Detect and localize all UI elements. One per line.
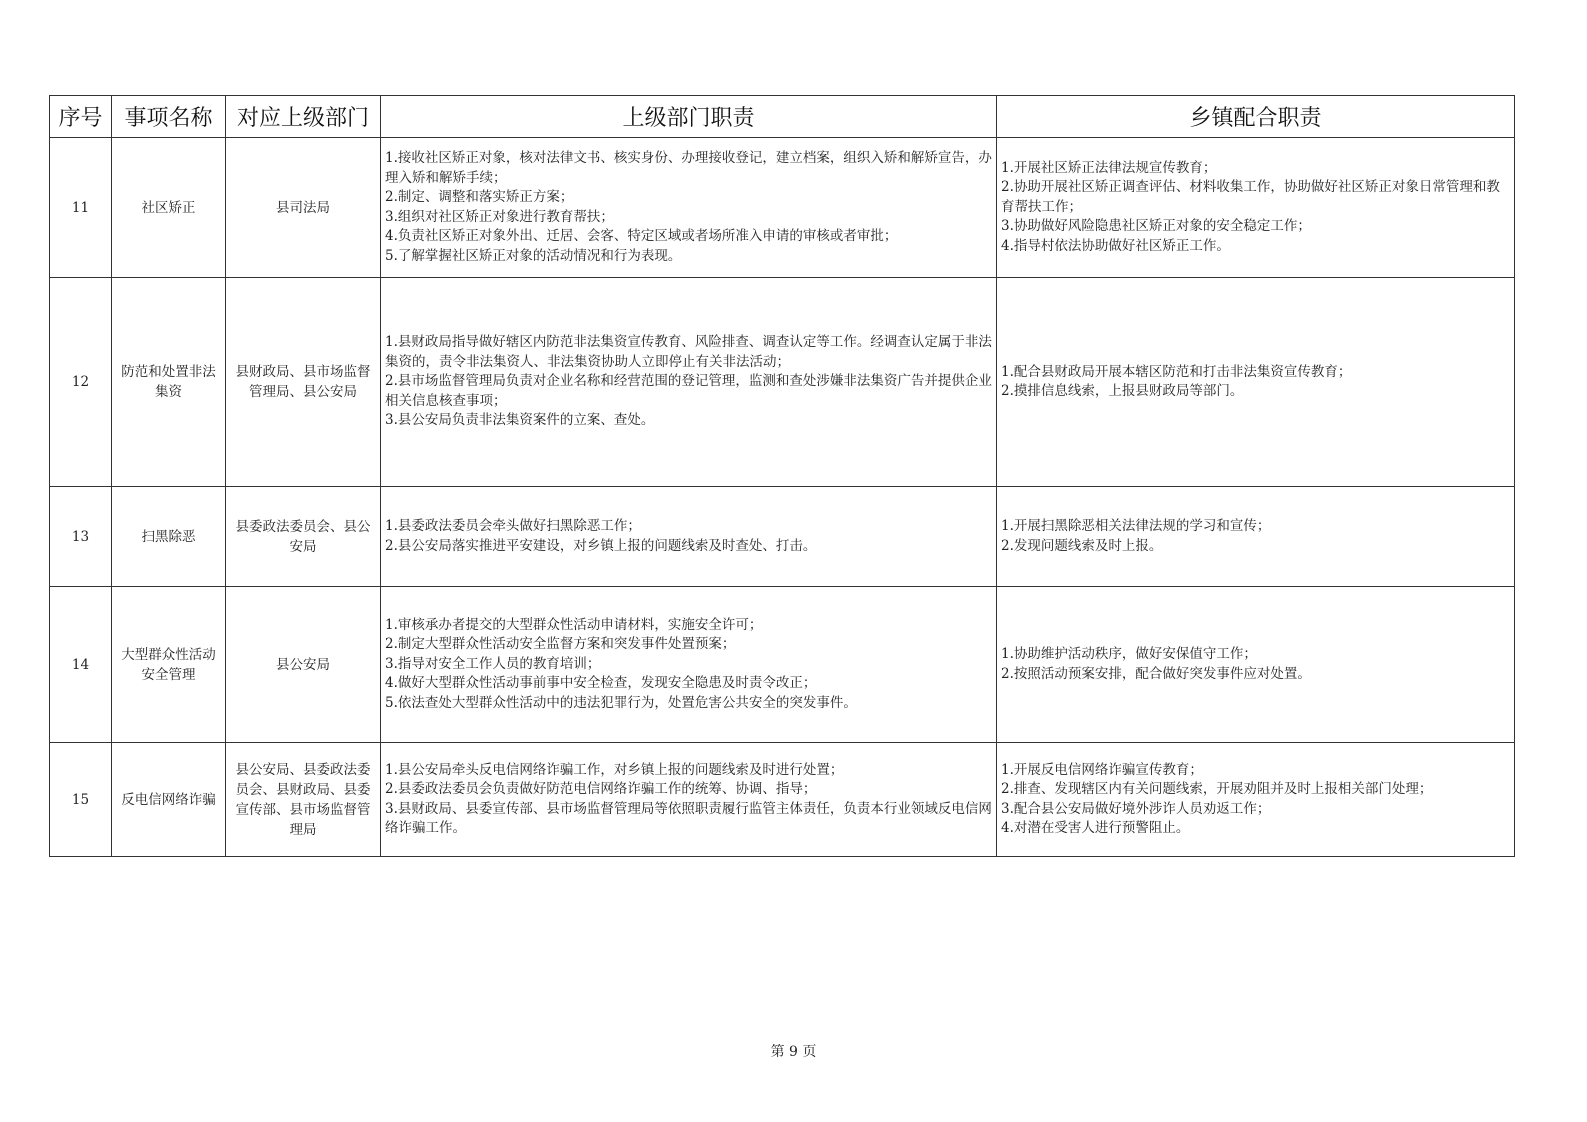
- duty-line: 2.协助开展社区矫正调查评估、材料收集工作，协助做好社区矫正对象日常管理和教育帮扶工作；: [1001, 179, 1500, 215]
- row-department: 县司法局: [226, 138, 381, 278]
- duty-line: 5.了解掌握社区矫正对象的活动情况和行为表现。: [385, 247, 682, 264]
- row-department: 县公安局: [226, 587, 381, 743]
- duty-line: 3.配合县公安局做好境外涉诈人员劝返工作；: [1001, 800, 1271, 817]
- duty-line: 1.县公安局牵头反电信网络诈骗工作，对乡镇上报的问题线索及时进行处置；: [385, 761, 844, 778]
- row-item-name: 大型群众性活动安全管理: [112, 587, 226, 743]
- header-township-duty: 乡镇配合职责: [997, 96, 1515, 138]
- duty-line: 1.配合县财政局开展本辖区防范和打击非法集资宣传教育；: [1001, 363, 1352, 380]
- duty-line: 1.县财政局指导做好辖区内防范非法集资宣传教育、风险排查、调查认定等工作。经调查认定属于非法集资的，责令非法集资人、非法集资协助人立即停止有关非法活动；: [385, 334, 992, 370]
- duty-line: 1.接收社区矫正对象，核对法律文书、核实身份、办理接收登记，建立档案，组织入矫和解矫宣告，办理入矫和解矫手续；: [385, 150, 992, 186]
- table-body: [50, 138, 1515, 857]
- header-department: 对应上级部门: [226, 96, 381, 138]
- duty-line: 4.负责社区矫正对象外出、迁居、会客、特定区域或者场所准入申请的审核或者审批；: [385, 228, 898, 244]
- duty-line: 1.协助维护活动秩序，做好安保值守工作；: [1001, 646, 1257, 662]
- duty-line: 1.开展扫黑除恶相关法律法规的学习和宣传；: [1001, 518, 1271, 534]
- duty-line: 4.做好大型群众性活动事前事中安全检查，发现安全隐患及时责令改正；: [385, 675, 817, 692]
- duty-line: 3.县公安局负责非法集资案件的立案、查处。: [385, 412, 655, 429]
- row-index: 12: [50, 278, 112, 487]
- row-item-name: 社区矫正: [112, 138, 226, 278]
- row-township-duty: [997, 138, 1515, 278]
- duty-line: 3.指导对安全工作人员的教育培训；: [385, 655, 601, 672]
- duty-line: 2.摸排信息线索，上报县财政局等部门。: [1001, 383, 1244, 399]
- row-department: 县财政局、县市场监督管理局、县公安局: [226, 278, 381, 487]
- row-department-duty: [381, 487, 997, 587]
- duty-line: 1.开展社区矫正法律法规宣传教育；: [1001, 159, 1217, 176]
- table-row: [50, 487, 1515, 587]
- row-township-duty: [997, 743, 1515, 857]
- duty-line: 2.县市场监督管理局负责对企业名称和经营范围的登记管理，监测和查处涉嫌非法集资广告并提供企业相关信息核查事项；: [385, 373, 992, 409]
- table-header: [50, 96, 1515, 138]
- duty-line: 4.指导村依法协助做好社区矫正工作。: [1001, 237, 1230, 254]
- responsibility-table: [49, 95, 1515, 857]
- duty-line: 2.排查、发现辖区内有关问题线索，开展劝阻并及时上报相关部门处理；: [1001, 781, 1433, 797]
- table-row: [50, 278, 1515, 487]
- header-department-duty: 上级部门职责: [381, 96, 997, 138]
- duty-line: 2.发现问题线索及时上报。: [1001, 537, 1163, 554]
- table-row: [50, 587, 1515, 743]
- table-row: [50, 743, 1515, 857]
- duty-line: 1.审核承办者提交的大型群众性活动申请材料，实施安全许可；: [385, 616, 763, 633]
- row-index: 14: [50, 587, 112, 743]
- row-item-name: 防范和处置非法集资: [112, 278, 226, 487]
- duty-line: 3.县财政局、县委宣传部、县市场监督管理局等依照职责履行监管主体责任，负责本行业领域反电信网络诈骗工作。: [385, 800, 992, 836]
- row-township-duty: [997, 587, 1515, 743]
- header-index: 序号: [50, 96, 112, 138]
- row-department-duty: [381, 138, 997, 278]
- duty-line: 2.制定、调整和落实矫正方案；: [385, 189, 574, 205]
- duty-line: 2.县公安局落实推进平安建设，对乡镇上报的问题线索及时查处、打击。: [385, 537, 817, 554]
- header-row: [50, 96, 1515, 138]
- row-item-name: 扫黑除恶: [112, 487, 226, 587]
- page-number: 第 9 页: [770, 1044, 817, 1060]
- row-index: 15: [50, 743, 112, 857]
- duty-line: 3.组织对社区矫正对象进行教育帮扶；: [385, 208, 614, 225]
- row-department: 县公安局、县委政法委员会、县财政局、县委宣传部、县市场监督管理局: [226, 743, 381, 857]
- row-department-duty: [381, 278, 997, 487]
- row-index: 13: [50, 487, 112, 587]
- duty-line: 2.县委政法委员会负责做好防范电信网络诈骗工作的统筹、协调、指导；: [385, 781, 817, 797]
- duty-line: 1.县委政法委员会牵头做好扫黑除恶工作；: [385, 518, 641, 534]
- row-department-duty: [381, 587, 997, 743]
- duty-line: 2.制定大型群众性活动安全监督方案和突发事件处置预案；: [385, 636, 736, 653]
- duty-line: 2.按照活动预案安排，配合做好突发事件应对处置。: [1001, 665, 1311, 682]
- row-department-duty: [381, 743, 997, 857]
- row-department: 县委政法委员会、县公安局: [226, 487, 381, 587]
- table-row: [50, 138, 1515, 278]
- row-item-name: 反电信网络诈骗: [112, 743, 226, 857]
- duty-line: 1.开展反电信网络诈骗宣传教育；: [1001, 761, 1203, 778]
- row-index: 11: [50, 138, 112, 278]
- row-township-duty: [997, 278, 1515, 487]
- duty-line: 5.依法查处大型群众性活动中的违法犯罪行为，处置危害公共安全的突发事件。: [385, 694, 857, 711]
- header-item-name: 事项名称: [112, 96, 226, 138]
- duty-line: 4.对潜在受害人进行预警阻止。: [1001, 820, 1190, 836]
- row-township-duty: [997, 487, 1515, 587]
- duty-line: 3.协助做好风险隐患社区矫正对象的安全稳定工作；: [1001, 218, 1311, 235]
